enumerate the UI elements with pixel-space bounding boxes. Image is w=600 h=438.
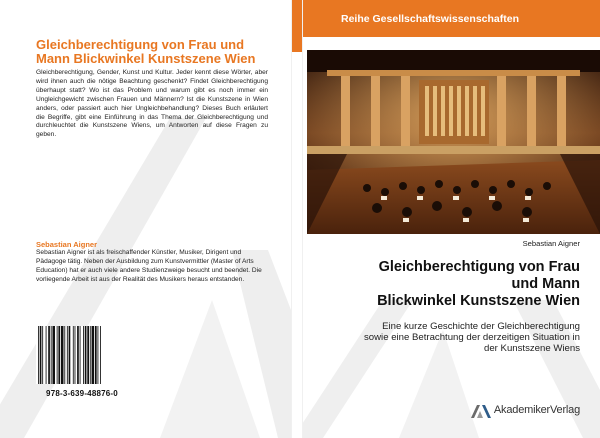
back-cover-title — [36, 38, 276, 66]
author-bio: Sebastian Aigner ist als freischaffender Künstler, Musiker, Dirigent und Pädagoge tätig. Neben der Ausbildung zum Kunstvermittler (Master of Arts Education) hat er auch viele andere Studienzweige besucht und beendet. Die vorliegende Arbeit ist aus der Realität des Musikers heraus entstanden. — [36, 249, 262, 283]
publisher-logo — [471, 402, 580, 418]
barcode-icon — [36, 326, 128, 384]
series-label: Reihe Gesellschaftswissenschaften — [341, 13, 519, 25]
subtitle-line: der Kunstszene Wiens — [484, 343, 580, 354]
front-cover-title — [308, 259, 580, 310]
concert-hall-orchestra-photo — [307, 50, 600, 234]
publisher-name: AkademikerVerlag — [493, 404, 580, 416]
isbn-number: 978-3-639-48876-0 — [46, 389, 118, 398]
series-banner — [303, 0, 600, 37]
front-title-line: und Mann — [511, 276, 580, 292]
back-cover — [0, 0, 291, 438]
book-spine — [291, 0, 303, 438]
front-author: Sebastian Aigner — [522, 239, 580, 248]
spine-accent-strip — [292, 0, 302, 52]
front-cover — [303, 0, 600, 438]
author-heading: Sebastian Aigner — [36, 240, 97, 249]
subtitle-line: sowie eine Betrachtung der derzeitigen Situation in — [364, 332, 580, 343]
av-logo-icon — [471, 403, 491, 418]
back-title-line: Gleichberechtigung von Frau und — [36, 37, 245, 52]
front-cover-subtitle — [308, 321, 580, 354]
front-title-line: Gleichberechtigung von Frau — [378, 259, 580, 275]
subtitle-line: Eine kurze Geschichte der Gleichberechtigung — [382, 321, 580, 332]
front-title-line: Blickwinkel Kunstszene Wien — [377, 293, 580, 309]
back-cover-description: Gleichberechtigung, Gender, Kunst und Kultur. Jeder kennt diese Wörter, aber wird ihnen auch die nötige Beachtung geschenkt? Findet Gleichberechtigung überhaupt statt? Wo ist das Problem und warum gibt es noch immer ein Ungleichgewicht zwischen Frauen und Männern? Ist die Kunstszene in Wien anders, oder passiert auch hier Ungleichbehandlung? Dieses Buch erläutert die Begriffe, gibt eine Einführung in das Thema der Gleichberechtigung und durchleuchtet die Kunstszene Wiens, um Antworten auf diese Fragen zu geben. — [36, 69, 268, 139]
back-title-line: Mann Blickwinkel Kunstszene Wien — [36, 51, 256, 66]
